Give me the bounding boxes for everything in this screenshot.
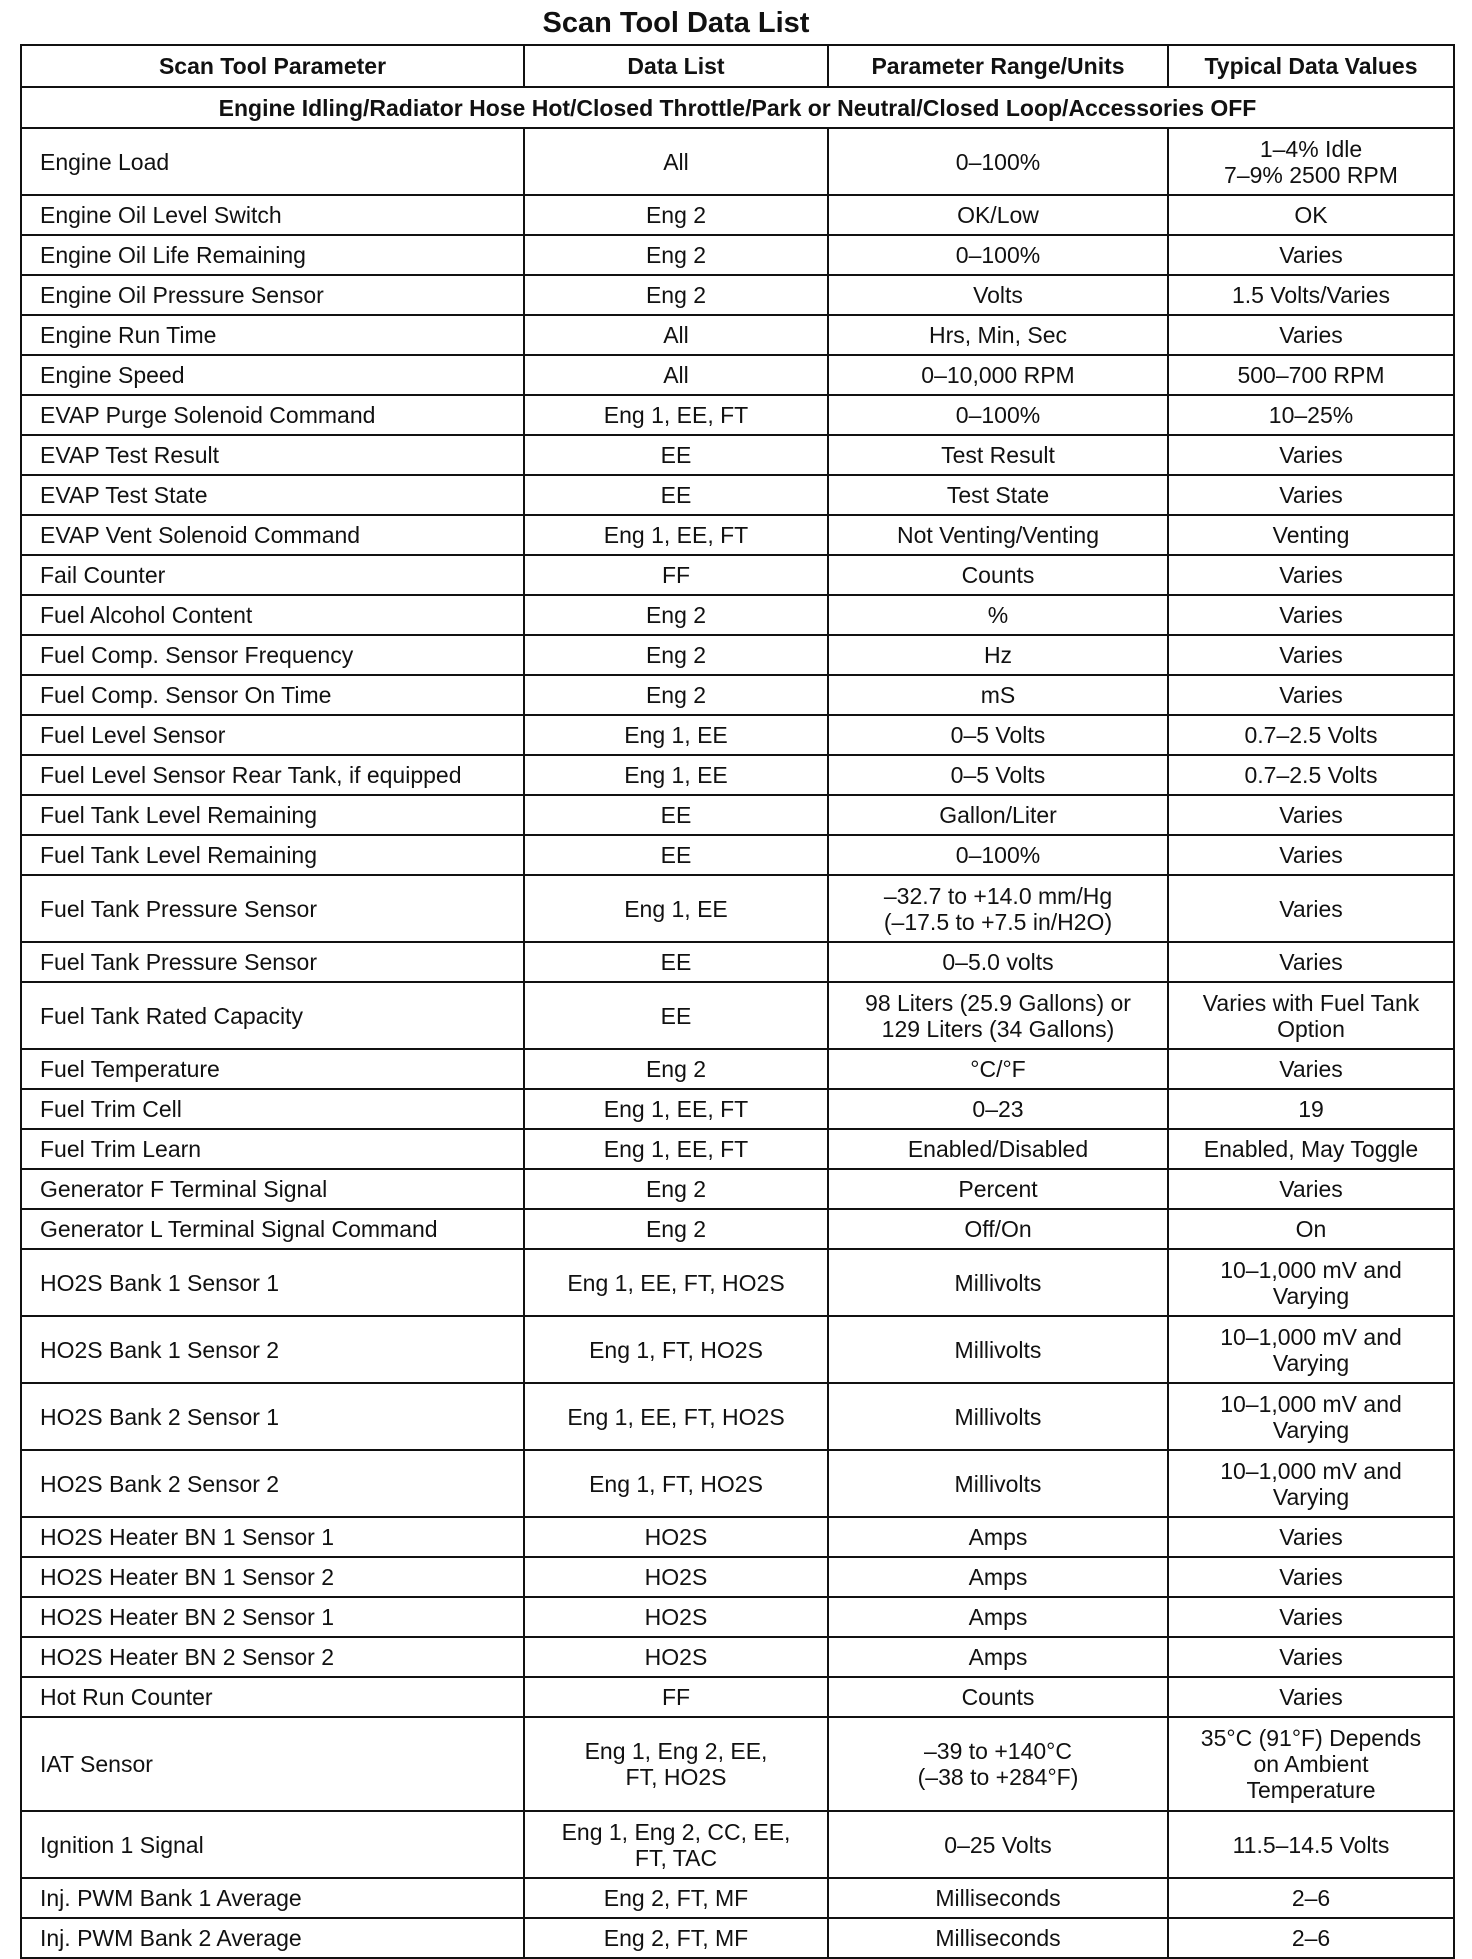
param-cell: HO2S Bank 1 Sensor 2: [21, 1316, 524, 1383]
typical-value-cell: 0.7–2.5 Volts: [1168, 715, 1454, 755]
range-cell: mS: [828, 675, 1168, 715]
table-row: [21, 1637, 1454, 1677]
data-list-cell: Eng 2: [524, 635, 828, 675]
param-cell: Engine Oil Level Switch: [21, 195, 524, 235]
param-cell: Fuel Trim Cell: [21, 1089, 524, 1129]
data-list-cell: Eng 1, EE: [524, 715, 828, 755]
data-list-cell: Eng 1, Eng 2, CC, EE, FT, TAC: [524, 1811, 828, 1878]
data-list-cell: HO2S: [524, 1557, 828, 1597]
range-cell: Amps: [828, 1517, 1168, 1557]
table-row: [21, 315, 1454, 355]
table-row: [21, 1129, 1454, 1169]
table-body: [21, 128, 1454, 1958]
data-list-cell: FF: [524, 555, 828, 595]
header-row: [21, 45, 1454, 87]
data-list-cell: HO2S: [524, 1637, 828, 1677]
typical-value-cell: Varies: [1168, 875, 1454, 942]
table-row: [21, 795, 1454, 835]
typical-value-cell: Varies: [1168, 795, 1454, 835]
table-row: [21, 835, 1454, 875]
header-parameter-range: Parameter Range/Units: [828, 45, 1168, 87]
table-row: [21, 1169, 1454, 1209]
range-cell: 0–25 Volts: [828, 1811, 1168, 1878]
table-row: [21, 675, 1454, 715]
data-list-cell: FF: [524, 1677, 828, 1717]
param-cell: HO2S Bank 2 Sensor 1: [21, 1383, 524, 1450]
scan-tool-data-table: [20, 44, 1455, 1959]
range-cell: Off/On: [828, 1209, 1168, 1249]
range-cell: Percent: [828, 1169, 1168, 1209]
typical-value-cell: 0.7–2.5 Volts: [1168, 755, 1454, 795]
param-cell: Inj. PWM Bank 1 Average: [21, 1878, 524, 1918]
table-row: [21, 128, 1454, 195]
param-cell: HO2S Heater BN 2 Sensor 2: [21, 1637, 524, 1677]
range-cell: Milliseconds: [828, 1918, 1168, 1958]
typical-value-cell: 10–1,000 mV and Varying: [1168, 1383, 1454, 1450]
range-cell: 0–100%: [828, 395, 1168, 435]
range-cell: Amps: [828, 1557, 1168, 1597]
typical-value-cell: 2–6: [1168, 1878, 1454, 1918]
param-cell: Engine Speed: [21, 355, 524, 395]
range-cell: Hz: [828, 635, 1168, 675]
table-row: [21, 1918, 1454, 1958]
typical-value-cell: Varies: [1168, 315, 1454, 355]
data-list-cell: EE: [524, 982, 828, 1049]
param-cell: HO2S Bank 2 Sensor 2: [21, 1450, 524, 1517]
range-cell: OK/Low: [828, 195, 1168, 235]
typical-value-cell: 1.5 Volts/Varies: [1168, 275, 1454, 315]
param-cell: Inj. PWM Bank 2 Average: [21, 1918, 524, 1958]
data-list-cell: Eng 2: [524, 195, 828, 235]
typical-value-cell: 10–25%: [1168, 395, 1454, 435]
param-cell: Generator F Terminal Signal: [21, 1169, 524, 1209]
typical-value-cell: Enabled, May Toggle: [1168, 1129, 1454, 1169]
range-cell: Gallon/Liter: [828, 795, 1168, 835]
typical-value-cell: 10–1,000 mV and Varying: [1168, 1450, 1454, 1517]
data-list-cell: HO2S: [524, 1517, 828, 1557]
typical-value-cell: Varies: [1168, 1677, 1454, 1717]
data-list-cell: Eng 2, FT, MF: [524, 1918, 828, 1958]
data-list-cell: Eng 1, FT, HO2S: [524, 1316, 828, 1383]
typical-value-cell: Varies: [1168, 555, 1454, 595]
table-row: [21, 1878, 1454, 1918]
data-list-cell: Eng 2: [524, 1209, 828, 1249]
table-row: [21, 715, 1454, 755]
data-list-cell: Eng 2: [524, 1169, 828, 1209]
typical-value-cell: Varies: [1168, 1169, 1454, 1209]
typical-value-cell: Varies: [1168, 235, 1454, 275]
table-row: [21, 515, 1454, 555]
param-cell: Engine Oil Pressure Sensor: [21, 275, 524, 315]
table-row: [21, 1517, 1454, 1557]
table-row: [21, 475, 1454, 515]
table-row: [21, 555, 1454, 595]
param-cell: Fuel Comp. Sensor On Time: [21, 675, 524, 715]
range-cell: 0–100%: [828, 835, 1168, 875]
table-row: [21, 1677, 1454, 1717]
header-data-list: Data List: [524, 45, 828, 87]
typical-value-cell: Varies: [1168, 1517, 1454, 1557]
data-list-cell: Eng 2: [524, 595, 828, 635]
typical-value-cell: 35°C (91°F) Depends on Ambient Temperature: [1168, 1717, 1454, 1811]
typical-value-cell: Varies: [1168, 675, 1454, 715]
data-list-cell: Eng 2: [524, 1049, 828, 1089]
range-cell: Test Result: [828, 435, 1168, 475]
param-cell: EVAP Purge Solenoid Command: [21, 395, 524, 435]
param-cell: EVAP Test State: [21, 475, 524, 515]
param-cell: Fuel Tank Pressure Sensor: [21, 875, 524, 942]
table-row: [21, 1557, 1454, 1597]
table-row: [21, 1209, 1454, 1249]
data-list-cell: Eng 1, EE: [524, 875, 828, 942]
table-row: [21, 355, 1454, 395]
range-cell: 0–5.0 volts: [828, 942, 1168, 982]
table-row: [21, 982, 1454, 1049]
typical-value-cell: 500–700 RPM: [1168, 355, 1454, 395]
typical-value-cell: Varies with Fuel Tank Option: [1168, 982, 1454, 1049]
table-row: [21, 395, 1454, 435]
param-cell: Fuel Level Sensor Rear Tank, if equipped: [21, 755, 524, 795]
range-cell: Enabled/Disabled: [828, 1129, 1168, 1169]
param-cell: Fuel Trim Learn: [21, 1129, 524, 1169]
param-cell: Generator L Terminal Signal Command: [21, 1209, 524, 1249]
typical-value-cell: Venting: [1168, 515, 1454, 555]
table-row: [21, 942, 1454, 982]
table-row: [21, 1049, 1454, 1089]
data-list-cell: Eng 1, EE, FT: [524, 395, 828, 435]
range-cell: %: [828, 595, 1168, 635]
condition-row: [21, 87, 1454, 128]
typical-value-cell: Varies: [1168, 435, 1454, 475]
data-list-cell: Eng 1, Eng 2, EE, FT, HO2S: [524, 1717, 828, 1811]
typical-value-cell: Varies: [1168, 1557, 1454, 1597]
data-list-cell: All: [524, 315, 828, 355]
table-row: [21, 755, 1454, 795]
data-list-cell: All: [524, 128, 828, 195]
param-cell: Engine Oil Life Remaining: [21, 235, 524, 275]
table-row: [21, 275, 1454, 315]
data-list-cell: Eng 1, EE, FT, HO2S: [524, 1383, 828, 1450]
param-cell: Fail Counter: [21, 555, 524, 595]
param-cell: Fuel Temperature: [21, 1049, 524, 1089]
table-row: [21, 1089, 1454, 1129]
param-cell: HO2S Heater BN 2 Sensor 1: [21, 1597, 524, 1637]
range-cell: Millivolts: [828, 1383, 1168, 1450]
header-typical-values: Typical Data Values: [1168, 45, 1454, 87]
typical-value-cell: 11.5–14.5 Volts: [1168, 1811, 1454, 1878]
param-cell: HO2S Bank 1 Sensor 1: [21, 1249, 524, 1316]
param-cell: Hot Run Counter: [21, 1677, 524, 1717]
param-cell: Engine Run Time: [21, 315, 524, 355]
data-list-cell: Eng 2: [524, 275, 828, 315]
table-row: [21, 1597, 1454, 1637]
typical-value-cell: On: [1168, 1209, 1454, 1249]
data-list-cell: EE: [524, 942, 828, 982]
range-cell: 0–100%: [828, 128, 1168, 195]
table-row: [21, 1383, 1454, 1450]
typical-value-cell: 10–1,000 mV and Varying: [1168, 1249, 1454, 1316]
page-title: Scan Tool Data List: [542, 7, 810, 39]
typical-value-cell: Varies: [1168, 595, 1454, 635]
range-cell: 0–100%: [828, 235, 1168, 275]
table-row: [21, 1249, 1454, 1316]
table-row: [21, 635, 1454, 675]
table-row: [21, 235, 1454, 275]
table-row: [21, 1811, 1454, 1878]
data-list-cell: All: [524, 355, 828, 395]
data-list-cell: EE: [524, 435, 828, 475]
range-cell: 0–23: [828, 1089, 1168, 1129]
range-cell: Hrs, Min, Sec: [828, 315, 1168, 355]
param-cell: Fuel Tank Level Remaining: [21, 795, 524, 835]
range-cell: Test State: [828, 475, 1168, 515]
range-cell: Counts: [828, 555, 1168, 595]
range-cell: 0–10,000 RPM: [828, 355, 1168, 395]
param-cell: IAT Sensor: [21, 1717, 524, 1811]
param-cell: Fuel Alcohol Content: [21, 595, 524, 635]
header-scan-tool-parameter: Scan Tool Parameter: [21, 45, 524, 87]
typical-value-cell: OK: [1168, 195, 1454, 235]
typical-value-cell: Varies: [1168, 635, 1454, 675]
typical-value-cell: Varies: [1168, 835, 1454, 875]
range-cell: –32.7 to +14.0 mm/Hg (–17.5 to +7.5 in/H2O): [828, 875, 1168, 942]
table-row: [21, 1450, 1454, 1517]
table-row: [21, 435, 1454, 475]
param-cell: Fuel Tank Rated Capacity: [21, 982, 524, 1049]
data-list-cell: Eng 2, FT, MF: [524, 1878, 828, 1918]
param-cell: Fuel Comp. Sensor Frequency: [21, 635, 524, 675]
typical-value-cell: 10–1,000 mV and Varying: [1168, 1316, 1454, 1383]
table-row: [21, 195, 1454, 235]
range-cell: 98 Liters (25.9 Gallons) or 129 Liters (34 Gallons): [828, 982, 1168, 1049]
param-cell: Engine Load: [21, 128, 524, 195]
typical-value-cell: Varies: [1168, 1049, 1454, 1089]
range-cell: 0–5 Volts: [828, 755, 1168, 795]
data-list-cell: HO2S: [524, 1597, 828, 1637]
data-list-cell: Eng 2: [524, 675, 828, 715]
param-cell: Fuel Tank Pressure Sensor: [21, 942, 524, 982]
range-cell: Millivolts: [828, 1249, 1168, 1316]
table-row: [21, 1717, 1454, 1811]
range-cell: Not Venting/Venting: [828, 515, 1168, 555]
range-cell: Millivolts: [828, 1316, 1168, 1383]
param-cell: Ignition 1 Signal: [21, 1811, 524, 1878]
range-cell: Counts: [828, 1677, 1168, 1717]
table-row: [21, 595, 1454, 635]
table-row: [21, 875, 1454, 942]
typical-value-cell: 1–4% Idle 7–9% 2500 RPM: [1168, 128, 1454, 195]
param-cell: Fuel Level Sensor: [21, 715, 524, 755]
operating-condition: Engine Idling/Radiator Hose Hot/Closed Throttle/Park or Neutral/Closed Loop/Accessories OFF: [21, 87, 1454, 128]
param-cell: EVAP Test Result: [21, 435, 524, 475]
typical-value-cell: 19: [1168, 1089, 1454, 1129]
data-list-cell: Eng 1, EE, FT: [524, 1089, 828, 1129]
data-list-cell: Eng 1, FT, HO2S: [524, 1450, 828, 1517]
range-cell: Millivolts: [828, 1450, 1168, 1517]
data-list-cell: EE: [524, 835, 828, 875]
range-cell: 0–5 Volts: [828, 715, 1168, 755]
data-list-cell: Eng 1, EE, FT: [524, 515, 828, 555]
range-cell: Amps: [828, 1597, 1168, 1637]
table-row: [21, 1316, 1454, 1383]
range-cell: Amps: [828, 1637, 1168, 1677]
data-list-cell: Eng 2: [524, 235, 828, 275]
param-cell: HO2S Heater BN 1 Sensor 2: [21, 1557, 524, 1597]
range-cell: Milliseconds: [828, 1878, 1168, 1918]
range-cell: Volts: [828, 275, 1168, 315]
data-list-cell: Eng 1, EE, FT, HO2S: [524, 1249, 828, 1316]
data-list-cell: Eng 1, EE, FT: [524, 1129, 828, 1169]
data-list-cell: Eng 1, EE: [524, 755, 828, 795]
typical-value-cell: Varies: [1168, 1637, 1454, 1677]
data-list-cell: EE: [524, 795, 828, 835]
typical-value-cell: Varies: [1168, 475, 1454, 515]
param-cell: HO2S Heater BN 1 Sensor 1: [21, 1517, 524, 1557]
param-cell: Fuel Tank Level Remaining: [21, 835, 524, 875]
range-cell: –39 to +140°C (–38 to +284°F): [828, 1717, 1168, 1811]
typical-value-cell: Varies: [1168, 942, 1454, 982]
param-cell: EVAP Vent Solenoid Command: [21, 515, 524, 555]
typical-value-cell: Varies: [1168, 1597, 1454, 1637]
typical-value-cell: 2–6: [1168, 1918, 1454, 1958]
range-cell: °C/°F: [828, 1049, 1168, 1089]
data-list-cell: EE: [524, 475, 828, 515]
